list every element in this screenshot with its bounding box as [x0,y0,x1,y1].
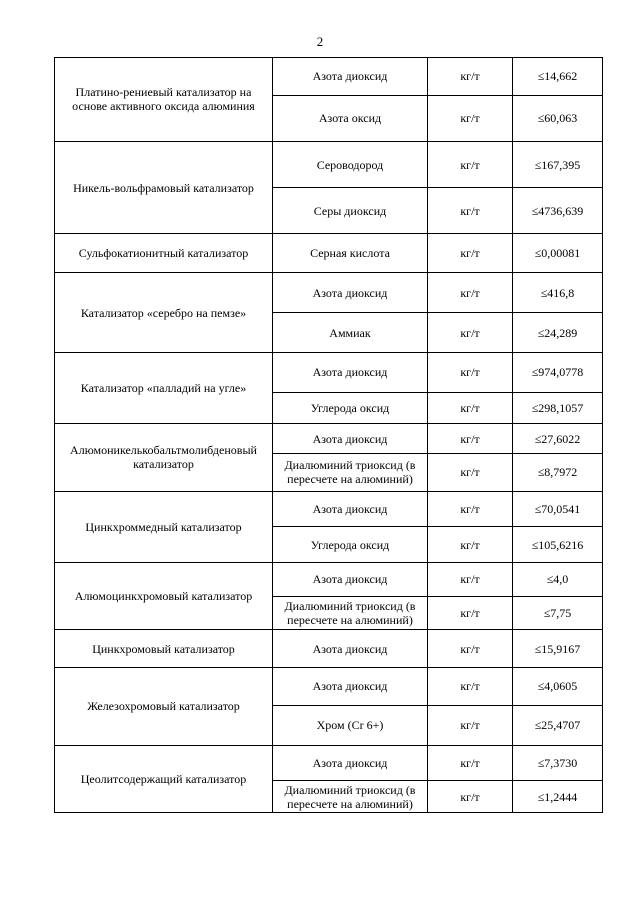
table-row [55,562,603,596]
value-cell: ≤0,00081 [513,234,603,273]
unit-cell: кг/т [428,234,513,273]
substance-cell: Аммиак [273,313,428,353]
substance-cell: Азота диоксид [273,562,428,596]
unit-cell: кг/т [428,95,513,141]
value-cell: ≤1,2444 [513,781,603,813]
unit-cell: кг/т [428,141,513,187]
table-row [55,234,603,273]
emissions-table [54,57,603,813]
unit-cell: кг/т [428,667,513,705]
unit-cell: кг/т [428,596,513,630]
unit-cell: кг/т [428,705,513,745]
unit-cell: кг/т [428,188,513,234]
substance-cell: Азота диоксид [273,424,428,453]
substance-cell: Азота диоксид [273,58,428,96]
catalyst-cell: Алюмоцинкхромовый катализатор [55,562,273,629]
substance-cell: Азота диоксид [273,352,428,392]
value-cell: ≤4,0605 [513,667,603,705]
table-row [55,424,603,453]
substance-cell: Диалюминий триоксид (в пересчете на алюминий) [273,781,428,813]
table-row [55,352,603,392]
table-row [55,141,603,187]
catalyst-cell: Катализатор «палладий на угле» [55,352,273,423]
substance-cell: Азота диоксид [273,745,428,781]
unit-cell: кг/т [428,781,513,813]
value-cell: ≤70,0541 [513,491,603,527]
catalyst-cell: Цинкхроммедный катализатор [55,491,273,562]
catalyst-cell: Железохромовый катализатор [55,667,273,745]
unit-cell: кг/т [428,562,513,596]
value-cell: ≤27,6022 [513,424,603,453]
unit-cell: кг/т [428,527,513,563]
value-cell: ≤8,7972 [513,453,603,491]
catalyst-cell: Никель-вольфрамовый катализатор [55,141,273,233]
value-cell: ≤167,395 [513,141,603,187]
value-cell: ≤7,3730 [513,745,603,781]
unit-cell: кг/т [428,630,513,668]
substance-cell: Хром (Cr 6+) [273,705,428,745]
unit-cell: кг/т [428,273,513,313]
value-cell: ≤4,0 [513,562,603,596]
value-cell: ≤416,8 [513,273,603,313]
value-cell: ≤25,4707 [513,705,603,745]
unit-cell: кг/т [428,491,513,527]
catalyst-cell: Цеолитсодержащий катализатор [55,745,273,812]
substance-cell: Азота диоксид [273,273,428,313]
value-cell: ≤105,6216 [513,527,603,563]
page-number: 2 [316,34,324,49]
catalyst-cell: Платино-рениевый катализатор на основе активного оксида алюминия [55,58,273,142]
substance-cell: Углерода оксид [273,527,428,563]
unit-cell: кг/т [428,745,513,781]
value-cell: ≤14,662 [513,58,603,96]
value-cell: ≤7,75 [513,596,603,630]
substance-cell: Углерода оксид [273,392,428,424]
table-row [55,667,603,705]
value-cell: ≤974,0778 [513,352,603,392]
value-cell: ≤15,9167 [513,630,603,668]
substance-cell: Азота диоксид [273,491,428,527]
emissions-table-body [55,58,603,813]
value-cell: ≤24,289 [513,313,603,353]
unit-cell: кг/т [428,453,513,491]
substance-cell: Серная кислота [273,234,428,273]
value-cell: ≤60,063 [513,95,603,141]
substance-cell: Азота диоксид [273,667,428,705]
value-cell: ≤298,1057 [513,392,603,424]
table-row [55,58,603,96]
unit-cell: кг/т [428,313,513,353]
table-row [55,630,603,668]
substance-cell: Азота оксид [273,95,428,141]
substance-cell: Диалюминий триоксид (в пересчете на алюминий) [273,453,428,491]
table-row [55,745,603,781]
unit-cell: кг/т [428,58,513,96]
substance-cell: Диалюминий триоксид (в пересчете на алюминий) [273,596,428,630]
unit-cell: кг/т [428,424,513,453]
unit-cell: кг/т [428,392,513,424]
catalyst-cell: Цинкхромовый катализатор [55,630,273,668]
table-row [55,491,603,527]
catalyst-cell: Алюмоникелькобальтмолибденовый катализатор [55,424,273,491]
substance-cell: Сероводород [273,141,428,187]
catalyst-cell: Сульфокатионитный катализатор [55,234,273,273]
substance-cell: Серы диоксид [273,188,428,234]
table-row [55,273,603,313]
value-cell: ≤4736,639 [513,188,603,234]
unit-cell: кг/т [428,352,513,392]
catalyst-cell: Катализатор «серебро на пемзе» [55,273,273,353]
substance-cell: Азота диоксид [273,630,428,668]
